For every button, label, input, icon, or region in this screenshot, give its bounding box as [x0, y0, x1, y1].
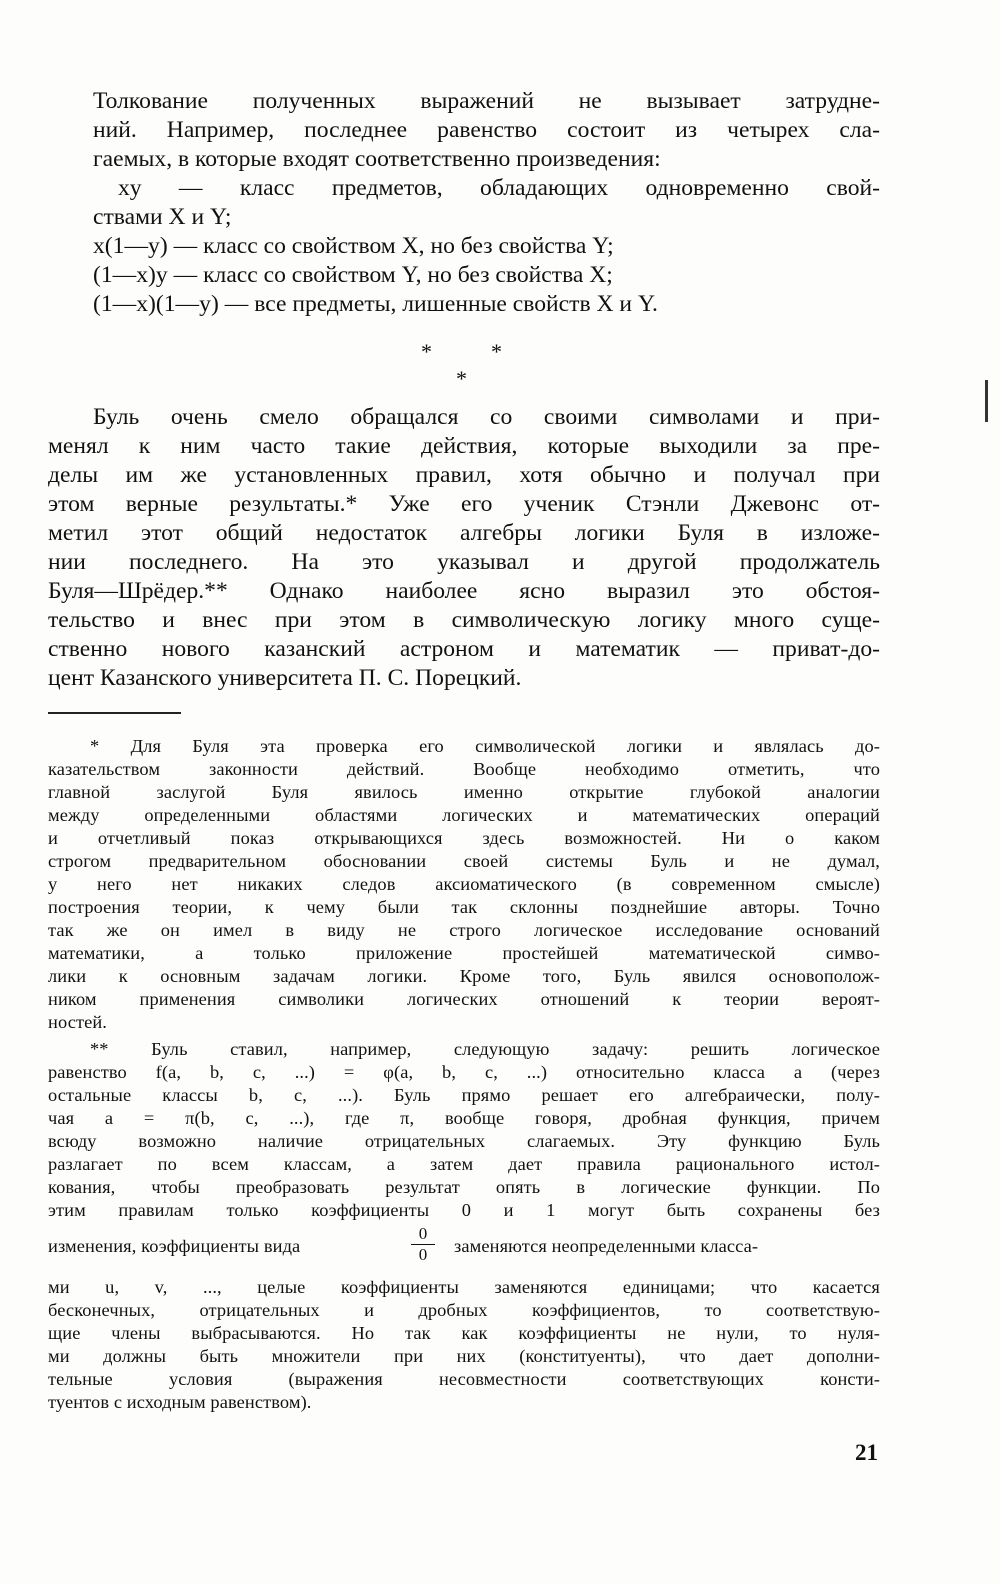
footnote-line: главной заслугой Буля явилось именно открытие глубокой аналогии: [48, 782, 880, 802]
footnote-line: * Для Буля эта проверка его символической логики и являлась до-: [90, 736, 880, 756]
footnote-line: лики к основным задачам логики. Кроме того, Буль явился основополож-: [48, 966, 880, 986]
text-line: гаемых, в которые входят соответственно произведения:: [93, 146, 661, 172]
footnote-line: туентов с исходным равенством).: [48, 1392, 312, 1412]
text-line: xy — класс предметов, обладающих одновременно свой-: [118, 175, 880, 201]
text-line: этом верные результаты.* Уже его ученик Стэнли Джевонс от-: [48, 491, 880, 517]
footnote-line: между определенными областями логических и математических операций: [48, 805, 880, 825]
text-line: Буля—Шрёдер.** Однако наиболее ясно выразил это обстоя-: [48, 578, 880, 604]
footnote-line: изменения, коэффициенты вида: [48, 1236, 301, 1256]
text-line: Буль очень смело обращался со своими символами и при-: [93, 404, 880, 430]
text-line: тельство и внес при этом в символическую логику много суще-: [48, 607, 880, 633]
text-line: делы им же установленных правил, хотя обычно и получал при: [48, 462, 880, 488]
separator-star: *: [421, 339, 432, 364]
footnote-line: чая a = π(b, c, ...), где π, вообще говоря, дробная функция, причем: [48, 1108, 880, 1128]
text-line: ственно нового казанский астроном и математик — приват-до-: [48, 636, 880, 662]
footnote-line: строгом предварительном обосновании своей системы Буль и не думал,: [48, 851, 880, 871]
text-line: нии последнего. На это указывал и другой продолжатель: [48, 549, 880, 575]
footnote-line: ** Буль ставил, например, следующую задачу: решить логическое: [90, 1039, 880, 1059]
footnote-line: ником применения символики логических отношений к теории вероят-: [48, 989, 880, 1009]
footnote-line: равенство f(a, b, c, ...) = φ(a, b, c, ...) относительно класса a (через: [48, 1062, 880, 1082]
text-line: (1—x)y — класс со свойством Y, но без свойства X;: [93, 262, 613, 288]
fraction-numerator: 0: [418, 1224, 428, 1243]
text-line: метил этот общий недостаток алгебры логики Буля в изложе-: [48, 520, 880, 546]
footnote-line: тельные условия (выражения несовместности соответствующих консти-: [48, 1369, 880, 1389]
footnote-line: построения теории, к чему были так склонны позднейшие авторы. Точно: [48, 897, 880, 917]
footnote-line: так же он имел в виду не строго логическое исследование оснований: [48, 920, 880, 940]
footnote-line: и отчетливый показ открывающихся здесь возможностей. Ни о каком: [48, 828, 880, 848]
footnote-line: заменяются неопределенными класса-: [454, 1236, 759, 1256]
fraction-denominator: 0: [418, 1245, 428, 1264]
footnote-line: у него нет никаких следов аксиоматического (в современном смысле): [48, 874, 880, 894]
text-line: (1—x)(1—y) — все предметы, лишенные свойств X и Y.: [93, 291, 658, 317]
separator-star: *: [456, 366, 467, 391]
footnote-line: щие члены выбрасываются. Но так как коэффициенты не нули, то нуля-: [48, 1323, 880, 1343]
footnote-line: кования, чтобы преобразовать результат опять в логические функции. По: [48, 1177, 880, 1197]
footnote-line: математики, а только приложение простейшей математической симво-: [48, 943, 880, 963]
text-line: x(1—y) — класс со свойством X, но без свойства Y;: [93, 233, 614, 259]
scan-edge-mark: [985, 380, 988, 422]
footnote-line: ностей.: [48, 1012, 107, 1032]
footnote-line: бесконечных, отрицательных и дробных коэффициентов, то соответствую-: [48, 1300, 880, 1320]
page-number: 21: [855, 1440, 878, 1465]
footnote-line: ми должны быть множители при них (конституенты), что дает дополни-: [48, 1346, 880, 1366]
footnote-line: всюду возможно наличие отрицательных слагаемых. Эту функцию Буль: [48, 1131, 880, 1151]
footnote-line: остальные классы b, c, ...). Буль прямо решает его алгебраически, полу-: [48, 1085, 880, 1105]
footnote-line: разлагает по всем классам, а затем дает правила рационального истол-: [48, 1154, 880, 1174]
text-line: менял к ним часто такие действия, которые выходили за пре-: [48, 433, 880, 459]
text-line: ний. Например, последнее равенство состоит из четырех сла-: [93, 117, 880, 143]
fraction-zero-over-zero: [411, 1225, 435, 1264]
footnote-rule: [48, 712, 181, 714]
text-line: цент Казанского университета П. С. Порецкий.: [48, 665, 522, 691]
footnote-line: ми u, v, ..., целые коэффициенты заменяются единицами; что касается: [48, 1277, 880, 1297]
text-line: Толкование полученных выражений не вызывает затрудне-: [93, 88, 880, 114]
footnote-line: казательством законности действий. Вообще необходимо отметить, что: [48, 759, 880, 779]
footnote-line: этим правилам только коэффициенты 0 и 1 могут быть сохранены без: [48, 1200, 880, 1220]
text-line: ствами X и Y;: [93, 204, 232, 230]
separator-star: *: [491, 339, 502, 364]
